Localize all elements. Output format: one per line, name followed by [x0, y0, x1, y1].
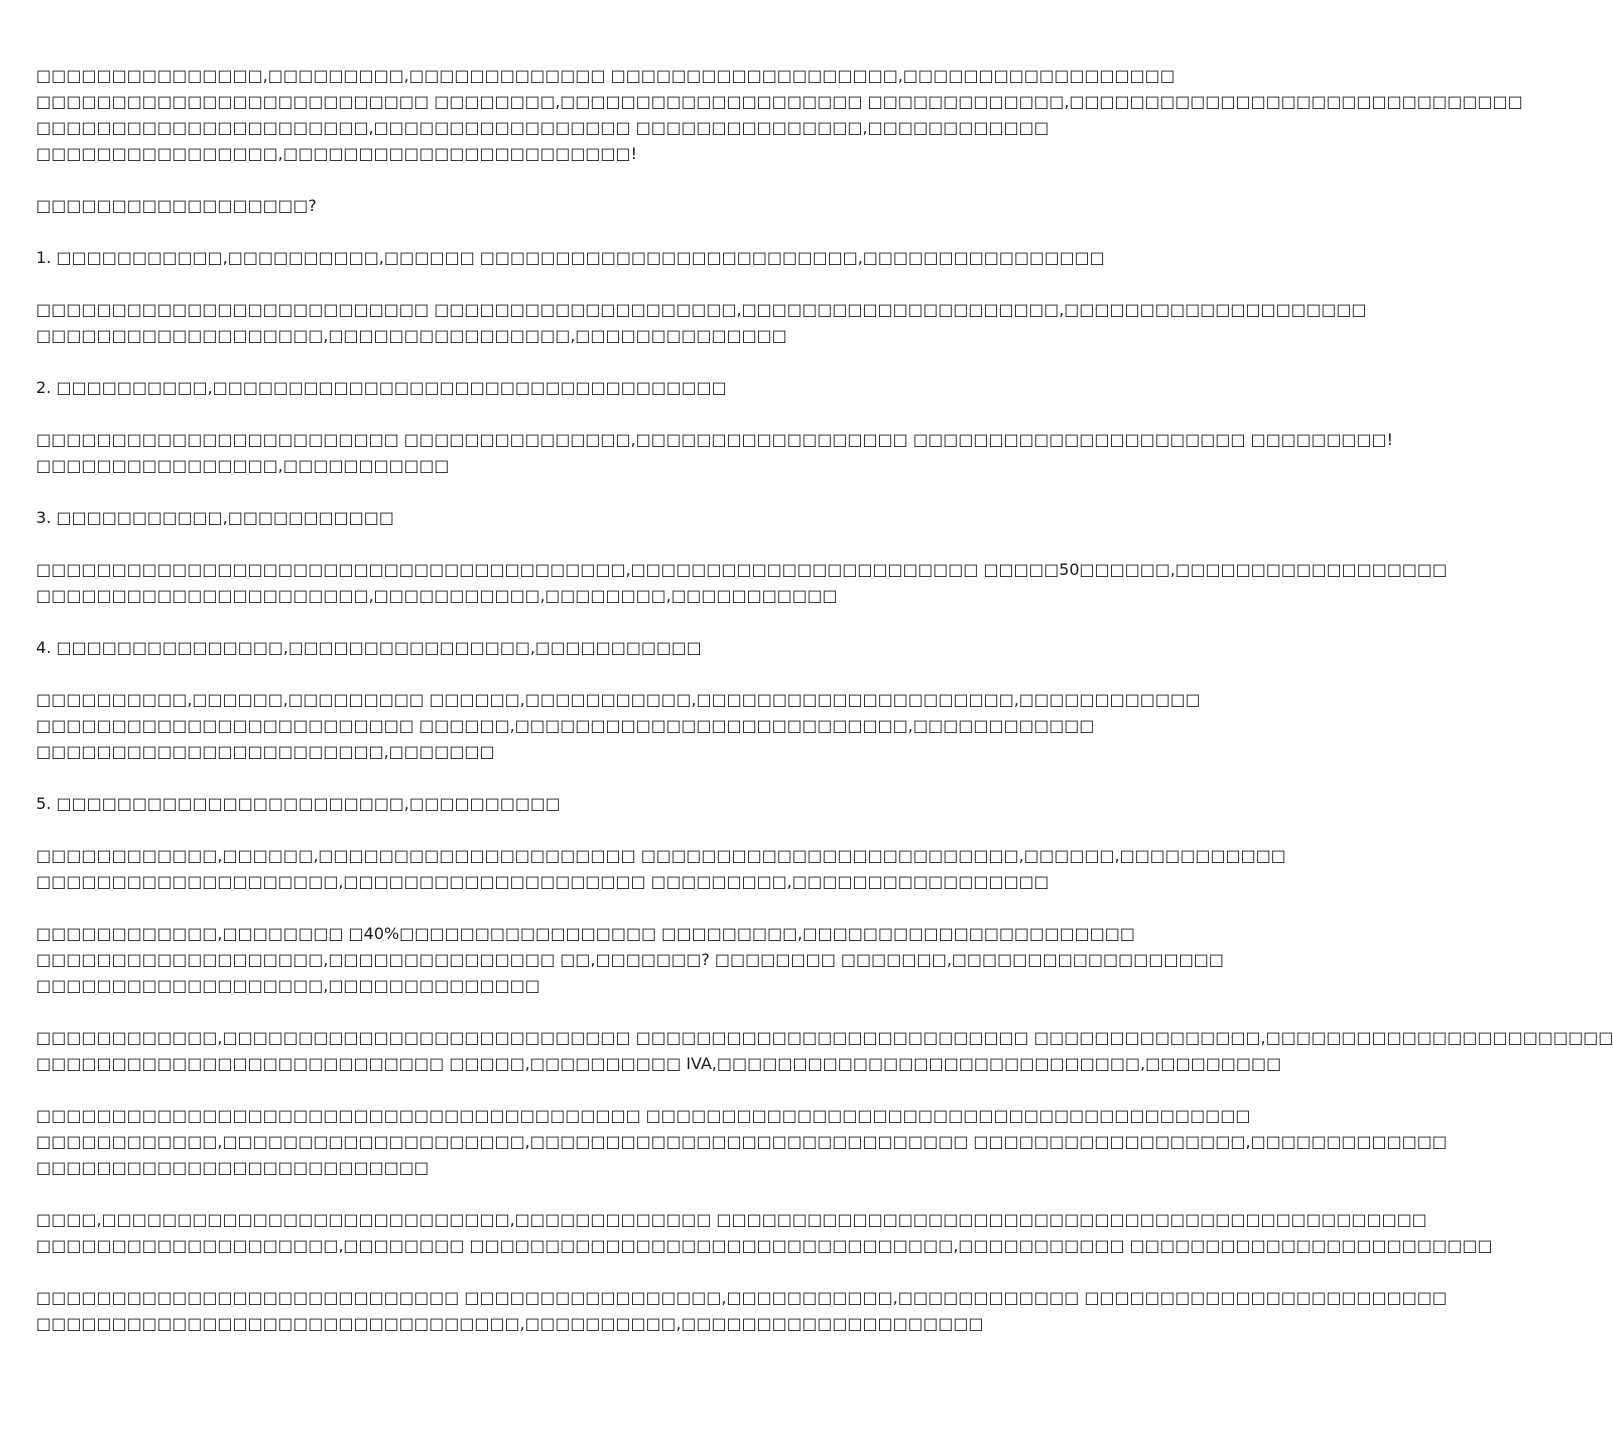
paragraph: [36, 843, 1286, 895]
paragraph: [36, 557, 1448, 609]
paragraph: [36, 505, 996, 531]
text-line: □□□□□□□□□□□□□□□□□□□,□□□□□□□□□□□□□□□ □□,□□□□□□□? □□□□□□□□ □□□□□□□,□□□□□□□□□□□□□□□□□□: [36, 950, 1224, 969]
text-line: □□□□□□□□□□□□□□□□□□□□□□□□□□□□□□□□□□□□□□□□ □□□□□□□□□□□□□□□□□□□□□□□□□□□□□□□□□□□□□□□□: [36, 1106, 1251, 1125]
paragraph: [36, 1207, 1493, 1259]
paragraph: [36, 297, 1367, 349]
paragraph: [36, 193, 996, 219]
text-line: 1. □□□□□□□□□□□,□□□□□□□□□□,□□□□□□ □□□□□□□□□□□□□□□□□□□□□□□□□,□□□□□□□□□□□□□□□□: [36, 248, 1105, 267]
text-line: □□□□□□□□□□,□□□□□□,□□□□□□□□□ □□□□□□,□□□□□□□□□□□,□□□□□□□□□□□□□□□□□□□□□,□□□□□□□□□□□□: [36, 690, 1201, 709]
text-line: □□□□□□□□□□□□□□□□,□□□□□□□□□□□□□□□□□□□□□□□!: [36, 144, 638, 163]
text-line: □□□□□□□□□□□□,□□□□□□□□□□□□□□□□□□□□,□□□□□□□□□□□□□□□□□□□□□□□□□□□□□ □□□□□□□□□□□□□□□□□□,□□□□□□□□□□□□□: [36, 1132, 1448, 1151]
paragraph: [36, 1025, 1613, 1077]
paragraph: [36, 635, 996, 661]
paragraph: [36, 1285, 1448, 1337]
text-line: □□□□□□□□□□□□□□□□,□□□□□□□□□□□: [36, 456, 450, 475]
text-line: □□□□□□□□□□□□□□□,□□□□□□□□□,□□□□□□□□□□□□□ □□□□□□□□□□□□□□□□□□□,□□□□□□□□□□□□□□□□□□: [36, 66, 1176, 85]
text-line: □□□□□□□□□□□□□□□□□□□□,□□□□□□□□□□□□□□□□□□□□ □□□□□□□□□,□□□□□□□□□□□□□□□□□: [36, 872, 1049, 891]
text-line: □□□□□□□□□□□□□□□□□□□□□□□□□□□□□□□□,□□□□□□□□□□,□□□□□□□□□□□□□□□□□□□□: [36, 1314, 984, 1333]
text-line: 2. □□□□□□□□□□,□□□□□□□□□□□□□□□□□□□□□□□□□□□□□□□□□□: [36, 378, 727, 397]
text-line: □□□□□□□□□□□□□□□□□□□□□□□□ □□□□□□□□□□□□□□□,□□□□□□□□□□□□□□□□□□ □□□□□□□□□□□□□□□□□□□□□□ □□□□□□□□□!: [36, 430, 1394, 449]
paragraph: [36, 791, 996, 817]
text-line: □□□□□□□□□□□□□□□□□□□□□□□□□□□ □□□□□,□□□□□□□□□□ IVA,□□□□□□□□□□□□□□□□□□□□□□□□□□□□,□□□□□□□□□: [36, 1054, 1282, 1073]
text-line: □□□□□□□□□□□□□□□□□□□□□□□□□□ □□□□□□□□,□□□□□□□□□□□□□□□□□□□□ □□□□□□□□□□□□□,□□□□□□□□□□□□□□□□□□□□□□□□□□□□□□: [36, 92, 1523, 111]
text-line: 4. □□□□□□□□□□□□□□□,□□□□□□□□□□□□□□□□,□□□□□□□□□□□: [36, 638, 702, 657]
text-line: □□□□□□□□□□□□□□□□□□□□□□□□□□□□□□□□□□□□□□□,□□□□□□□□□□□□□□□□□□□□□□□ □□□□□50□□□□□□,□□□□□□□□□□□□□□□□□□: [36, 560, 1448, 579]
text-line: □□□□□□□□□□□□□□□□□□□□□□,□□□□□□□□□□□□□□□□□ □□□□□□□□□□□□□□□,□□□□□□□□□□□□: [36, 118, 1049, 137]
text-line: □□□□□□□□□□□□□□□□□□□,□□□□□□□□□□□□□□: [36, 976, 540, 995]
text-line: □□□□□□□□□□□□□□□□□□□□□□□□□ □□□□□□,□□□□□□□□□□□□□□□□□□□□□□□□□□,□□□□□□□□□□□□: [36, 716, 1095, 735]
text-line: □□□□,□□□□□□□□□□□□□□□□□□□□□□□□□□□,□□□□□□□□□□□□□ □□□□□□□□□□□□□□□□□□□□□□□□□□□□□□□□□□□□□□□□□□□□□□□: [36, 1210, 1427, 1229]
paragraph: [36, 427, 1394, 479]
text-line: □□□□□□□□□□□□□□□□□□□□,□□□□□□□□ □□□□□□□□□□□□□□□□□□□□□□□□□□□□□□□□,□□□□□□□□□□□ □□□□□□□□□□□□□□□□□□□□□□□□: [36, 1236, 1493, 1255]
paragraph: [36, 63, 1523, 167]
text-line: □□□□□□□□□□□□□□□□□□□□□□□□□□: [36, 1158, 430, 1177]
paragraph: [36, 245, 1105, 271]
text-line: □□□□□□□□□□□□□□□□□□□□□□,□□□□□□□□□□□,□□□□□□□□,□□□□□□□□□□□: [36, 586, 838, 605]
text-line: □□□□□□□□□□□□□□□□□□□□□□□□□□ □□□□□□□□□□□□□□□□□□□□,□□□□□□□□□□□□□□□□□□□□□,□□□□□□□□□□□□□□□□□□□□: [36, 300, 1367, 319]
text-line: □□□□□□□□□□□□,□□□□□□□□□□□□□□□□□□□□□□□□□□□ □□□□□□□□□□□□□□□□□□□□□□□□□□ □□□□□□□□□□□□□□□,□□□□□□□□□□□□□□□□□□□□□□□: [36, 1028, 1613, 1047]
text-line: □□□□□□□□□□□□□□□□□□?: [36, 196, 317, 215]
text-line: □□□□□□□□□□□□□□□□□□□□□□□□□□□□ □□□□□□□□□□□□□□□□□,□□□□□□□□□□□,□□□□□□□□□□□□ □□□□□□□□□□□□□□□□□□□□□□□□: [36, 1288, 1448, 1307]
paragraph: [36, 375, 996, 401]
text-line: 5. □□□□□□□□□□□□□□□□□□□□□□□,□□□□□□□□□□: [36, 794, 561, 813]
paragraph: [36, 687, 1201, 765]
paragraph: [36, 1103, 1448, 1181]
text-line: □□□□□□□□□□□□,□□□□□□,□□□□□□□□□□□□□□□□□□□□□ □□□□□□□□□□□□□□□□□□□□□□□□□,□□□□□□,□□□□□□□□□□□: [36, 846, 1286, 865]
text-line: □□□□□□□□□□□□□□□□□□□□□□□,□□□□□□□: [36, 742, 495, 761]
document-body: [36, 63, 1613, 1363]
text-line: □□□□□□□□□□□□,□□□□□□□□ □40%□□□□□□□□□□□□□□□□□ □□□□□□□□□,□□□□□□□□□□□□□□□□□□□□□□: [36, 924, 1135, 943]
paragraph: [36, 921, 1224, 999]
text-line: □□□□□□□□□□□□□□□□□□□,□□□□□□□□□□□□□□□□,□□□□□□□□□□□□□□: [36, 326, 787, 345]
text-line: 3. □□□□□□□□□□□,□□□□□□□□□□□: [36, 508, 395, 527]
